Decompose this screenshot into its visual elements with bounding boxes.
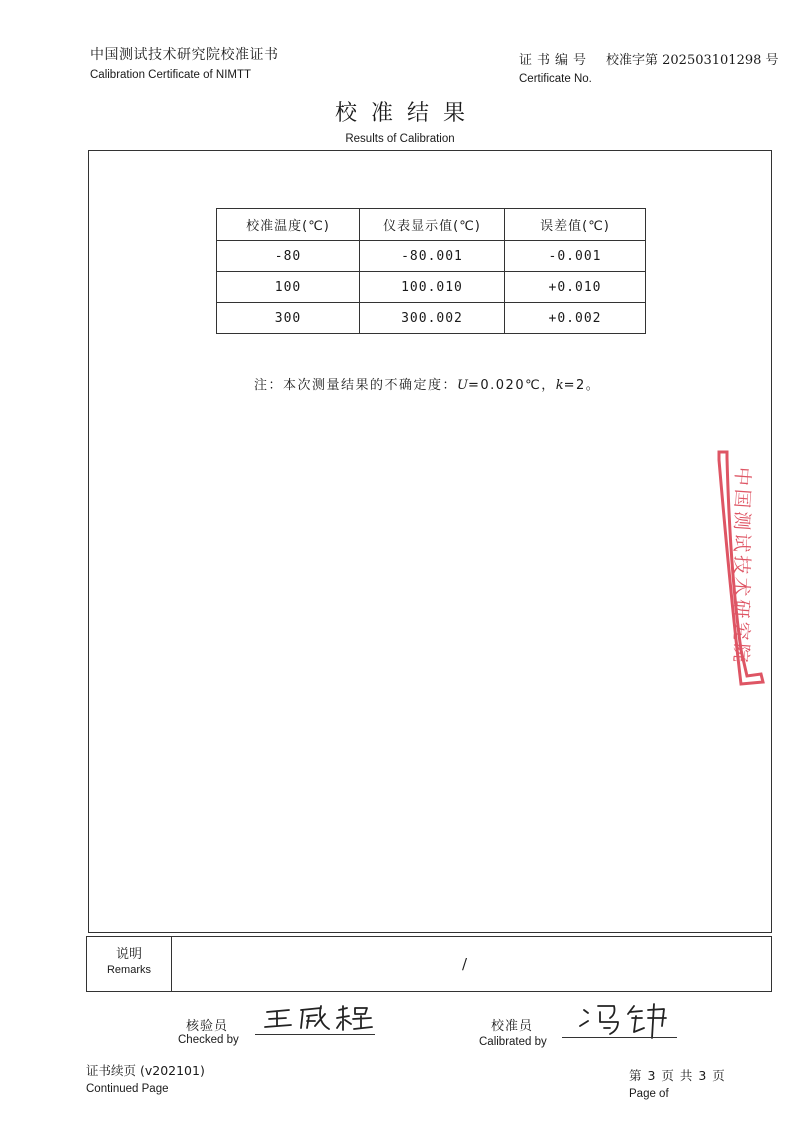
note-u-symbol: U — [457, 378, 468, 393]
continued-page-label-cn: 证书续页 (v202101) — [86, 1063, 205, 1078]
table-cell: 100 — [217, 272, 360, 303]
calibrated-by-signature-line — [562, 1037, 677, 1038]
continued-page-label-en: Continued Page — [86, 1083, 169, 1095]
results-table — [216, 208, 646, 334]
checked-by-label-en: Checked by — [178, 1034, 239, 1046]
stamp-character: 术 — [729, 576, 753, 597]
certificate-number-label-en: Certificate No. — [519, 73, 592, 85]
column-header-calibration-temp: 校准温度(℃) — [217, 209, 360, 241]
page-title: 校准结果 — [334, 101, 479, 126]
table-cell: -80 — [217, 241, 360, 272]
stamp-character: 研 — [729, 598, 753, 619]
stamp-character: 技 — [729, 554, 753, 575]
table-row — [217, 272, 646, 303]
note-prefix: 注：本次测量结果的不确定度： — [254, 378, 458, 393]
column-header-error-value: 误差值(℃) — [505, 209, 646, 241]
table-cell: 100.010 — [360, 272, 505, 303]
calibrated-by-signature — [570, 996, 680, 1040]
certificate-number-label: 证书编号 — [519, 53, 592, 68]
note-u-value: =0.020℃， — [467, 378, 556, 393]
stamp-character: 究 — [729, 620, 753, 642]
table-cell: +0.010 — [505, 272, 646, 303]
page-number-en: Page of — [629, 1088, 669, 1100]
checked-by-signature — [255, 996, 380, 1038]
remarks-box — [86, 936, 772, 992]
remarks-label-en: Remarks — [106, 964, 151, 976]
remarks-value: / — [462, 955, 468, 973]
page-number-cn: 第 3 页 共 3 页 — [629, 1068, 726, 1083]
table-row — [217, 241, 646, 272]
remarks-label-cn: 说明 — [115, 947, 142, 962]
certificate-number-value: 校准字第 202503101298 号 — [606, 53, 779, 68]
organization-name-cn: 中国测试技术研究院校准证书 — [90, 47, 279, 63]
table-cell: +0.002 — [505, 303, 646, 334]
table-row — [217, 303, 646, 334]
stamp-character: 院 — [729, 642, 753, 664]
table-cell: 300.002 — [360, 303, 505, 334]
calibrated-by-label-cn: 校准员 — [491, 1019, 534, 1034]
note-k-symbol: k — [555, 378, 564, 393]
checked-by-label-cn: 核验员 — [186, 1019, 229, 1034]
stamp-character: 测 — [729, 510, 754, 531]
checked-by-signature-line — [255, 1034, 375, 1035]
table-cell: 300 — [217, 303, 360, 334]
column-header-display-value: 仪表显示值(℃) — [360, 209, 505, 241]
stamp-character: 试 — [729, 532, 754, 553]
stamp-character: 中 — [730, 466, 754, 487]
uncertainty-note — [254, 374, 600, 393]
stamp-character: 国 — [730, 488, 754, 509]
seal-stamp — [697, 450, 767, 686]
calibrated-by-label-en: Calibrated by — [479, 1036, 547, 1048]
page-subtitle: Results of Calibration — [345, 133, 455, 145]
table-cell: -80.001 — [360, 241, 505, 272]
organization-name-en: Calibration Certificate of NIMTT — [90, 69, 252, 81]
note-k-value: =2。 — [563, 378, 601, 393]
table-header-row — [217, 209, 646, 241]
table-cell: -0.001 — [505, 241, 646, 272]
